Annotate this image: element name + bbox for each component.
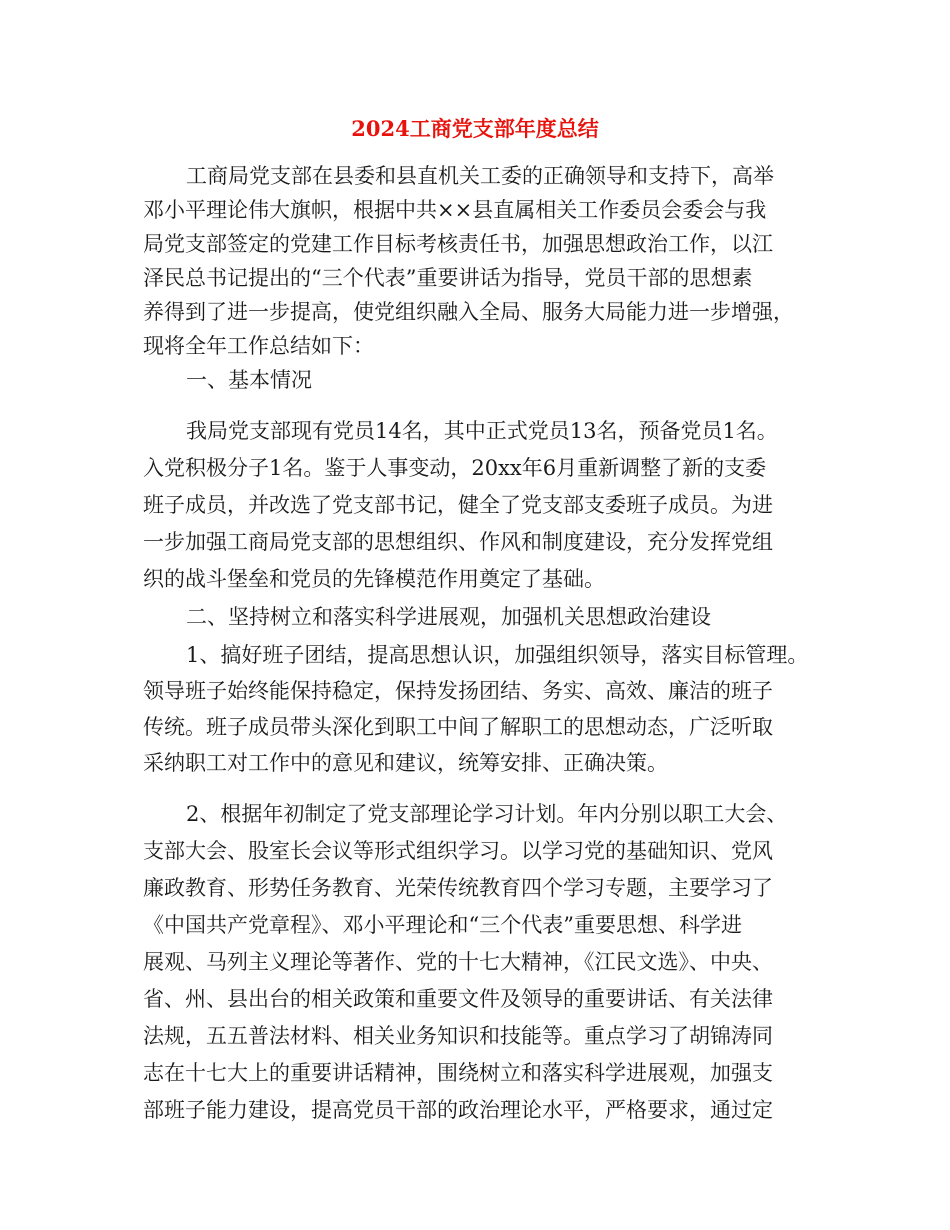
text-line: 传统。班子成员带头深化到职工中间了解职工的思想动态，广泛听取 [143, 715, 773, 739]
section-heading: 二、坚持树立和落实科学进展观，加强机关思想政治建设 [186, 605, 711, 629]
document-title: 2024工商党支部年度总结 [351, 116, 599, 141]
text-line: 养得到了进一步提高，使党组织融入全局、服务大局能力进一步增强， [143, 300, 794, 324]
text-line: 我局党支部现有党员14名，其中正式党员13名，预备党员1名。 [186, 419, 778, 443]
text-line: 部班子能力建设，提高党员干部的政治理论水平，严格要求，通过定 [143, 1098, 773, 1122]
text-line: 1、搞好班子团结，提高思想认识，加强组织领导，落实目标管理。 [186, 643, 809, 667]
text-line: 2、根据年初制定了党支部理论学习计划。年内分别以职工大会、 [186, 802, 788, 826]
text-line: 支部大会、股室长会议等形式组织学习。以学习党的基础知识、党风 [143, 839, 773, 863]
text-line: 邓小平理论伟大旗帜，根据中共××县直属相关工作委员会委会与我 [143, 198, 767, 222]
text-line: 现将全年工作总结如下： [143, 334, 374, 358]
section-heading: 一、基本情况 [186, 368, 312, 392]
text-line: 廉政教育、形势任务教育、光荣传统教育四个学习专题，主要学习了 [143, 876, 773, 900]
text-line: 一步加强工商局党支部的思想组织、作风和制度建设，充分发挥党组 [143, 530, 773, 554]
text-line: 织的战斗堡垒和党员的先锋模范作用奠定了基础。 [143, 567, 605, 591]
text-line: 《中国共产党章程》、邓小平理论和“三个代表”重要思想、科学进 [143, 913, 742, 937]
text-line: 入党积极分子1名。鉴于人事变动，20xx年6月重新调整了新的支委 [143, 456, 767, 480]
text-line: 领导班子始终能保持稳定，保持发扬团结、务实、高效、廉洁的班子 [143, 679, 773, 703]
text-line: 采纳职工对工作中的意见和建议，统筹安排、正确决策。 [143, 751, 668, 775]
text-line: 泽民总书记提出的“三个代表”重要讲话为指导，党员干部的思想素 [143, 266, 753, 290]
text-line: 局党支部签定的党建工作目标考核责任书，加强思想政治工作，以江 [143, 232, 773, 256]
text-line: 展观、马列主义理论等著作、党的十七大精神，《江民文选》、中央、 [143, 950, 773, 974]
text-line: 法规，五五普法材料、相关业务知识和技能等。重点学习了胡锦涛同 [143, 1024, 773, 1048]
text-line: 省、州、县出台的相关政策和重要文件及领导的重要讲话、有关法律 [143, 987, 773, 1011]
text-line: 工商局党支部在县委和县直机关工委的正确领导和支持下，高举 [186, 164, 774, 188]
text-line: 志在十七大上的重要讲话精神，围绕树立和落实科学进展观，加强支 [143, 1061, 773, 1085]
text-line: 班子成员，并改选了党支部书记，健全了党支部支委班子成员。为进 [143, 493, 773, 517]
